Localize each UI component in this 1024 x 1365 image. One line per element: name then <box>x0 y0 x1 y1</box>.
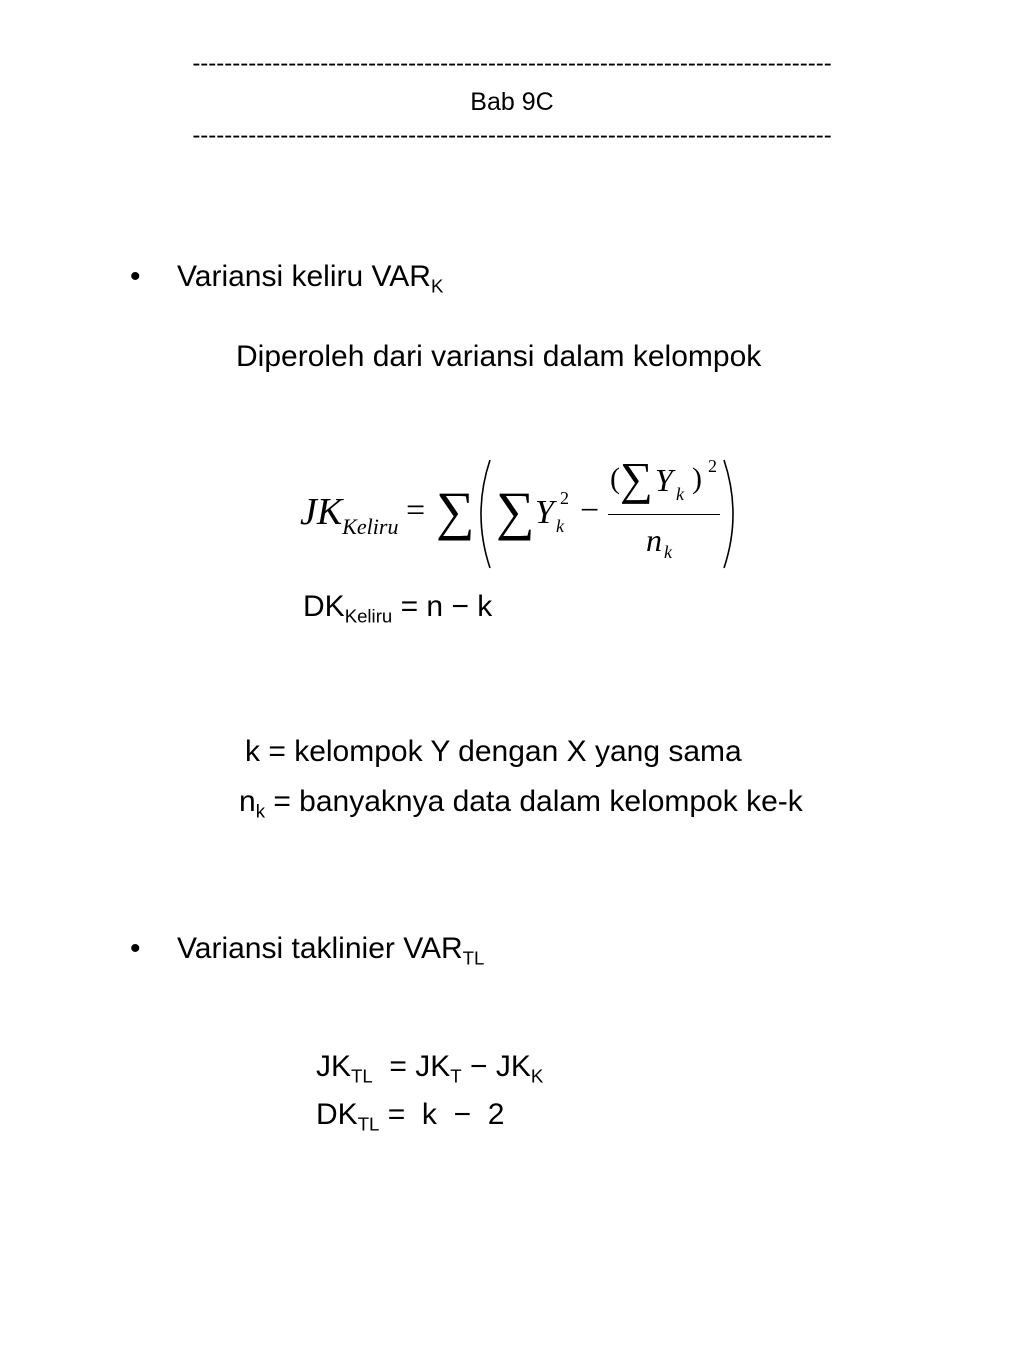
inner-sum-symbol: ∑ <box>496 481 535 541</box>
formula-equals: = <box>406 492 426 529</box>
dk-tl-sub: TL <box>357 1113 380 1135</box>
note-nk-text: = banyaknya data dalam kelompok ke-k <box>264 785 803 818</box>
formula-exponent-2: 2 <box>560 488 569 508</box>
heading2-text: Variansi taklinier VAR <box>177 932 463 965</box>
numerator-sum-symbol: ∑ <box>620 453 653 504</box>
dk-subscript: Keliru <box>344 605 393 627</box>
header-rule-bottom: -------------------------------------------------------------------------------- <box>192 122 832 149</box>
dk-keliru-line <box>303 590 492 628</box>
bullet-1: • <box>130 260 141 293</box>
header-rule-top: -------------------------------------------------------------------------------- <box>192 50 832 77</box>
jk-tl-sub: TL <box>351 1065 373 1087</box>
numerator-sub-k: k <box>676 484 684 504</box>
outer-sum-symbol: ∑ <box>436 481 475 541</box>
dk-tl-label: DK <box>316 1098 358 1131</box>
left-big-paren <box>470 458 494 570</box>
variansi-keliru-heading <box>177 260 443 298</box>
dk-label: DK <box>303 590 345 623</box>
numerator-open-paren: ( <box>610 462 620 495</box>
dk-tl-line <box>316 1098 504 1136</box>
heading-subscript: K <box>430 275 444 297</box>
numerator-close-paren: ) <box>692 462 702 495</box>
dk-tl-expression: = k − 2 <box>379 1098 505 1131</box>
denominator-sub-k: k <box>664 542 672 562</box>
page-title: Bab 9C <box>470 88 554 116</box>
denominator-n: n <box>646 522 662 558</box>
variansi-taklinier-heading <box>177 932 484 970</box>
description-text: Diperoleh dari variansi dalam kelompok <box>236 340 762 373</box>
note-k: k = kelompok Y dengan X yang sama <box>245 735 742 768</box>
formula-jk: $JK_{Keliru}$ <box>300 491 399 539</box>
jk-tl-label: JK <box>316 1050 352 1083</box>
dk-expression: = n − k <box>392 590 493 623</box>
fraction-bar <box>608 514 720 515</box>
jk-t-sub: T <box>450 1065 462 1087</box>
formula-minus: − <box>580 492 600 529</box>
jk-tl-line <box>316 1050 543 1088</box>
numerator-y: Y <box>655 462 673 498</box>
formula-y: Y <box>535 494 554 531</box>
formula-sub-k: k <box>556 516 564 536</box>
jk-keliru-formula <box>290 450 760 580</box>
bullet-2: • <box>130 932 141 965</box>
jk-k-sub: K <box>530 1065 544 1087</box>
note-n-subscript: k <box>255 800 265 822</box>
numerator-exponent-2: 2 <box>708 456 717 476</box>
jk-k-label: − JK <box>461 1050 531 1083</box>
right-big-paren <box>720 458 744 570</box>
note-nk <box>239 785 803 823</box>
heading-text: Variansi keliru VAR <box>177 260 431 293</box>
jk-t-label: = JK <box>372 1050 451 1083</box>
note-n: n <box>239 785 256 818</box>
heading2-subscript: TL <box>462 947 485 969</box>
